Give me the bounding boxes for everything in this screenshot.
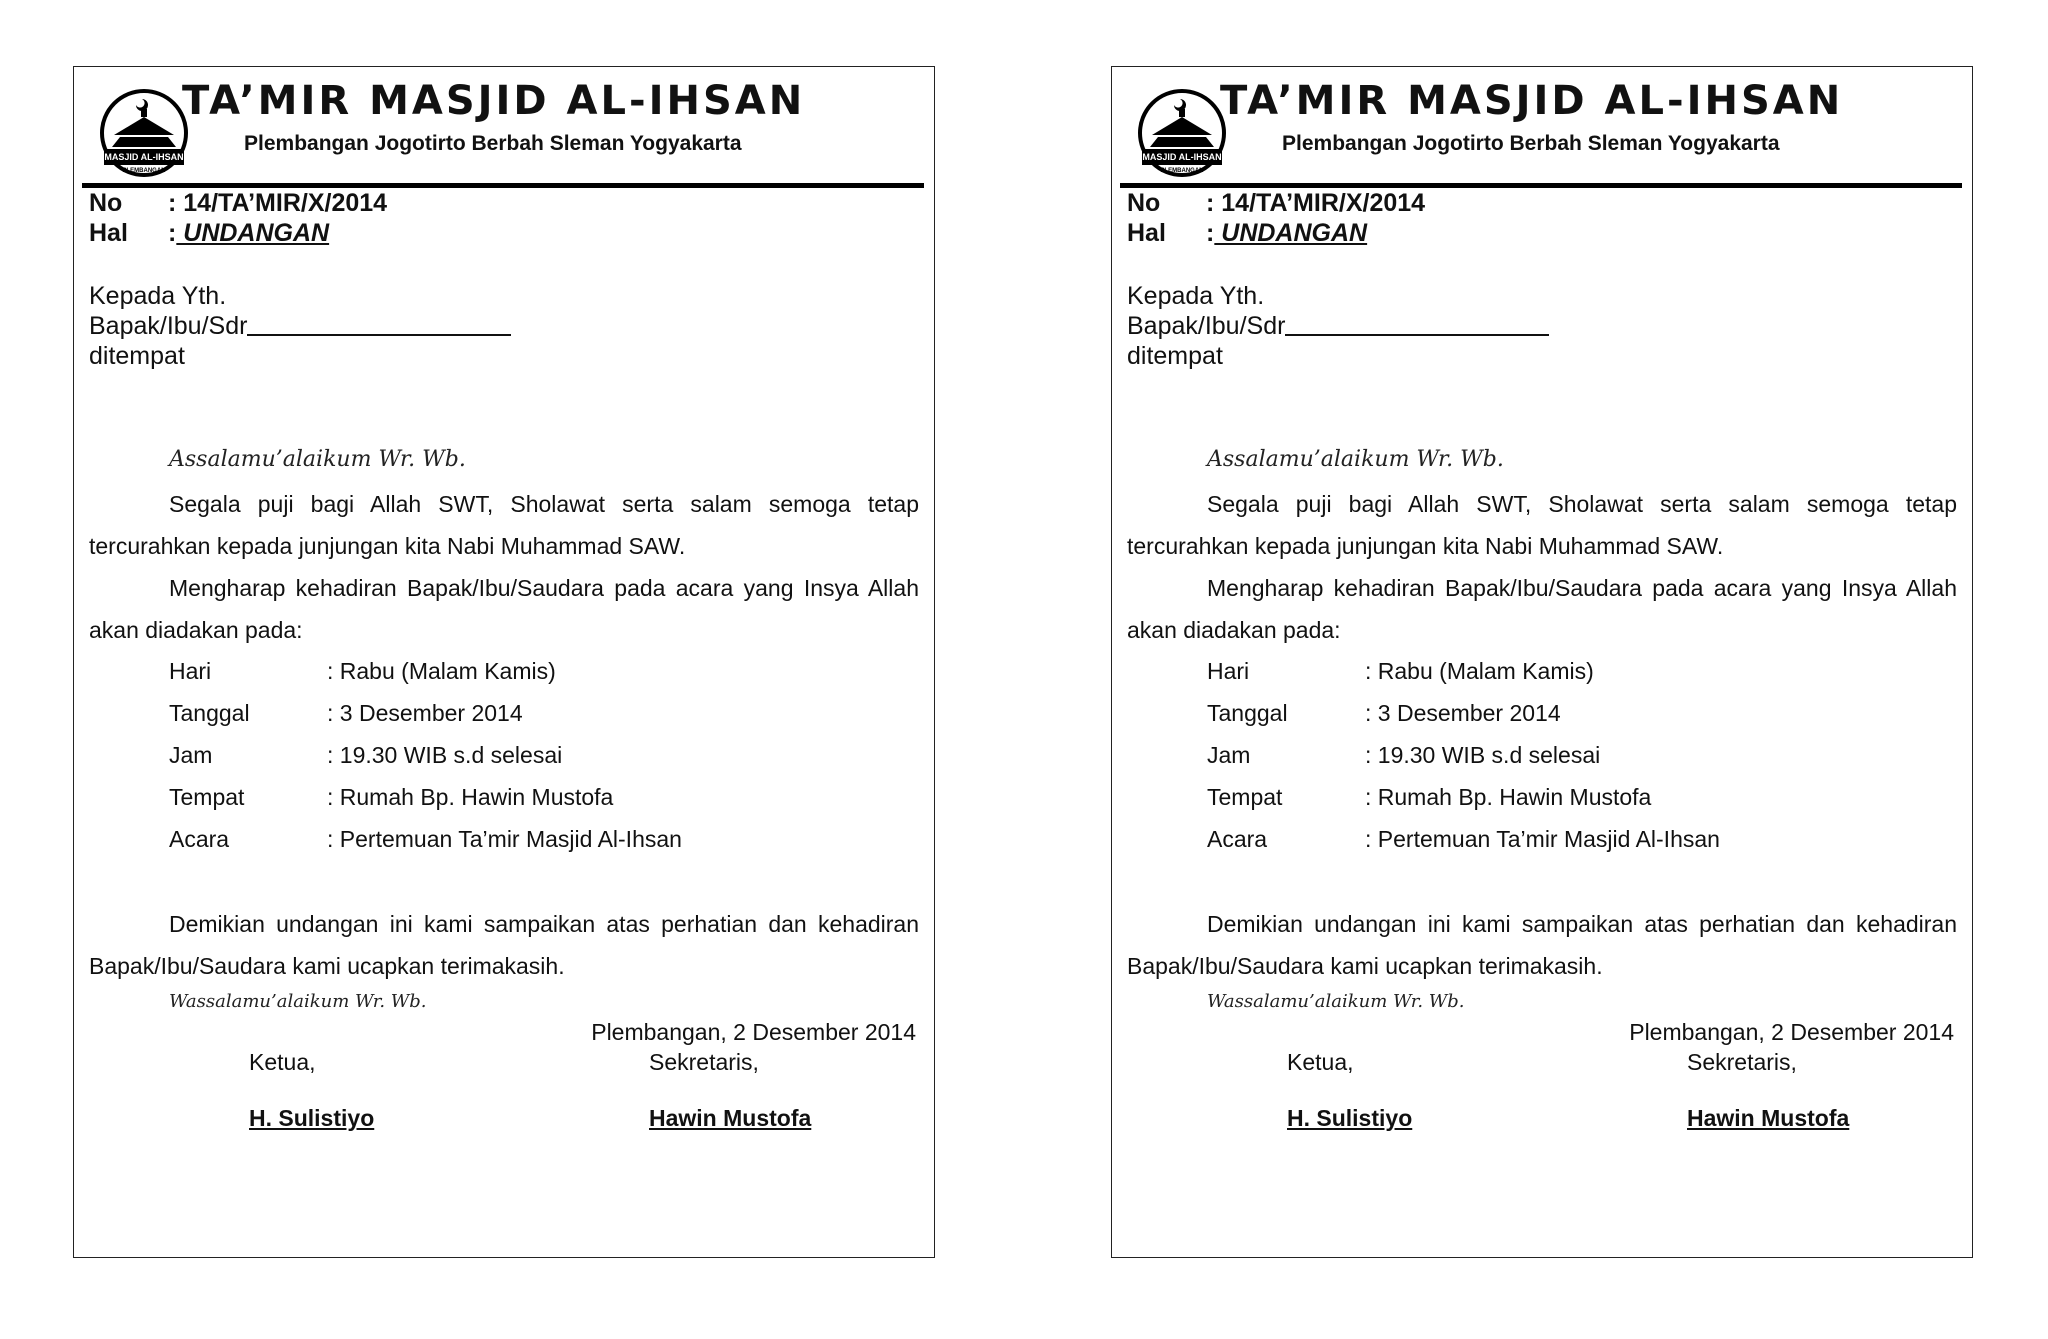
secretary-name: Hawin Mustofa	[649, 1105, 812, 1131]
recipient-name-line: Bapak/Ibu/Sdr	[89, 311, 511, 341]
recipient-block	[89, 281, 511, 371]
recipient-name-line: Bapak/Ibu/Sdr	[1127, 311, 1549, 341]
invitation-letter-right	[1111, 66, 1973, 1258]
detail-day: Hari : Rabu (Malam Kamis)	[169, 658, 556, 684]
closing-greeting: Wassalamu’alaikum Wr. Wb.	[1207, 991, 1465, 1012]
detail-place: Tempat : Rumah Bp. Hawin Mustofa	[169, 784, 614, 810]
number-value: : 14/TA’MIR/X/2014	[168, 189, 388, 217]
recipient-blank	[247, 312, 511, 336]
recipient-block	[1127, 281, 1549, 371]
chairman-title: Ketua,	[1287, 1049, 1354, 1075]
detail-place: Tempat : Rumah Bp. Hawin Mustofa	[1207, 784, 1652, 810]
detail-event: Acara : Pertemuan Ta’mir Masjid Al-Ihsan	[169, 826, 682, 852]
svg-text:MASJID AL-IHSAN: MASJID AL-IHSAN	[104, 152, 184, 162]
paragraph-closing: Demikian undangan ini kami sampaikan atas perhatian dan kehadiran Bapak/Ibu/Saudara kami ucapkan terimakasih.	[89, 911, 919, 979]
svg-text:MASJID AL-IHSAN: MASJID AL-IHSAN	[1142, 152, 1222, 162]
svg-text:PLEMBANGAN: PLEMBANGAN	[1160, 168, 1204, 174]
recipient-location: ditempat	[1127, 342, 1223, 370]
invitation-letter-left	[73, 66, 935, 1258]
place-date: Plembangan, 2 Desember 2014	[1629, 1019, 1954, 1045]
opening-greeting: Assalamu’alaikum Wr. Wb.	[169, 447, 466, 472]
subject-value: UNDANGAN	[1214, 219, 1368, 247]
recipient-location: ditempat	[89, 342, 185, 370]
chairman-name: H. Sulistiyo	[249, 1105, 375, 1131]
letterhead-divider	[1120, 183, 1962, 188]
chairman-name: H. Sulistiyo	[1287, 1105, 1413, 1131]
org-name: TA’MIR MASJID AL-IHSAN	[182, 78, 806, 124]
letterhead-divider	[82, 183, 924, 188]
detail-date: Tanggal : 3 Desember 2014	[1207, 700, 1561, 726]
paragraph-opening: Segala puji bagi Allah SWT, Sholawat serta salam semoga tetap tercurahkan kepada junjungan kita Nabi Muhammad SAW.	[1127, 491, 1957, 559]
paragraph-invitation: Mengharap kehadiran Bapak/Ibu/Saudara pada acara yang Insya Allah akan diadakan pada:	[89, 575, 919, 643]
number-value: : 14/TA’MIR/X/2014	[1206, 189, 1426, 217]
subject-label: Hal	[1127, 219, 1166, 247]
detail-date: Tanggal : 3 Desember 2014	[169, 700, 523, 726]
number-label: No	[89, 189, 123, 217]
letter-number	[1127, 191, 1425, 216]
detail-event: Acara : Pertemuan Ta’mir Masjid Al-Ihsan	[1207, 826, 1720, 852]
recipient-salutation: Kepada Yth.	[1127, 282, 1265, 310]
number-label: No	[1127, 189, 1161, 217]
recipient-blank	[1285, 312, 1549, 336]
secretary-title: Sekretaris,	[649, 1049, 759, 1075]
paragraph-closing: Demikian undangan ini kami sampaikan atas perhatian dan kehadiran Bapak/Ibu/Saudara kami ucapkan terimakasih.	[1127, 911, 1957, 979]
letter-subject: Hal : UNDANGAN	[89, 219, 330, 247]
detail-day: Hari : Rabu (Malam Kamis)	[1207, 658, 1594, 684]
opening-greeting: Assalamu’alaikum Wr. Wb.	[1207, 447, 1504, 472]
org-address: Plembangan Jogotirto Berbah Sleman Yogyakarta	[244, 132, 742, 155]
subject-value: UNDANGAN	[176, 219, 330, 247]
paragraph-opening: Segala puji bagi Allah SWT, Sholawat serta salam semoga tetap tercurahkan kepada junjungan kita Nabi Muhammad SAW.	[89, 491, 919, 559]
letter-subject: Hal : UNDANGAN	[1127, 219, 1368, 247]
secretary-title: Sekretaris,	[1687, 1049, 1797, 1075]
svg-text:PLEMBANGAN: PLEMBANGAN	[122, 168, 166, 174]
subject-label: Hal	[89, 219, 128, 247]
detail-time: Jam : 19.30 WIB s.d selesai	[1207, 742, 1601, 768]
detail-time: Jam : 19.30 WIB s.d selesai	[169, 742, 563, 768]
org-address: Plembangan Jogotirto Berbah Sleman Yogyakarta	[1282, 132, 1780, 155]
recipient-salutation: Kepada Yth.	[89, 282, 227, 310]
chairman-title: Ketua,	[249, 1049, 316, 1075]
letter-number	[89, 191, 387, 216]
paragraph-invitation: Mengharap kehadiran Bapak/Ibu/Saudara pada acara yang Insya Allah akan diadakan pada:	[1127, 575, 1957, 643]
place-date: Plembangan, 2 Desember 2014	[591, 1019, 916, 1045]
secretary-name: Hawin Mustofa	[1687, 1105, 1850, 1131]
org-name: TA’MIR MASJID AL-IHSAN	[1220, 78, 1844, 124]
closing-greeting: Wassalamu’alaikum Wr. Wb.	[169, 991, 427, 1012]
